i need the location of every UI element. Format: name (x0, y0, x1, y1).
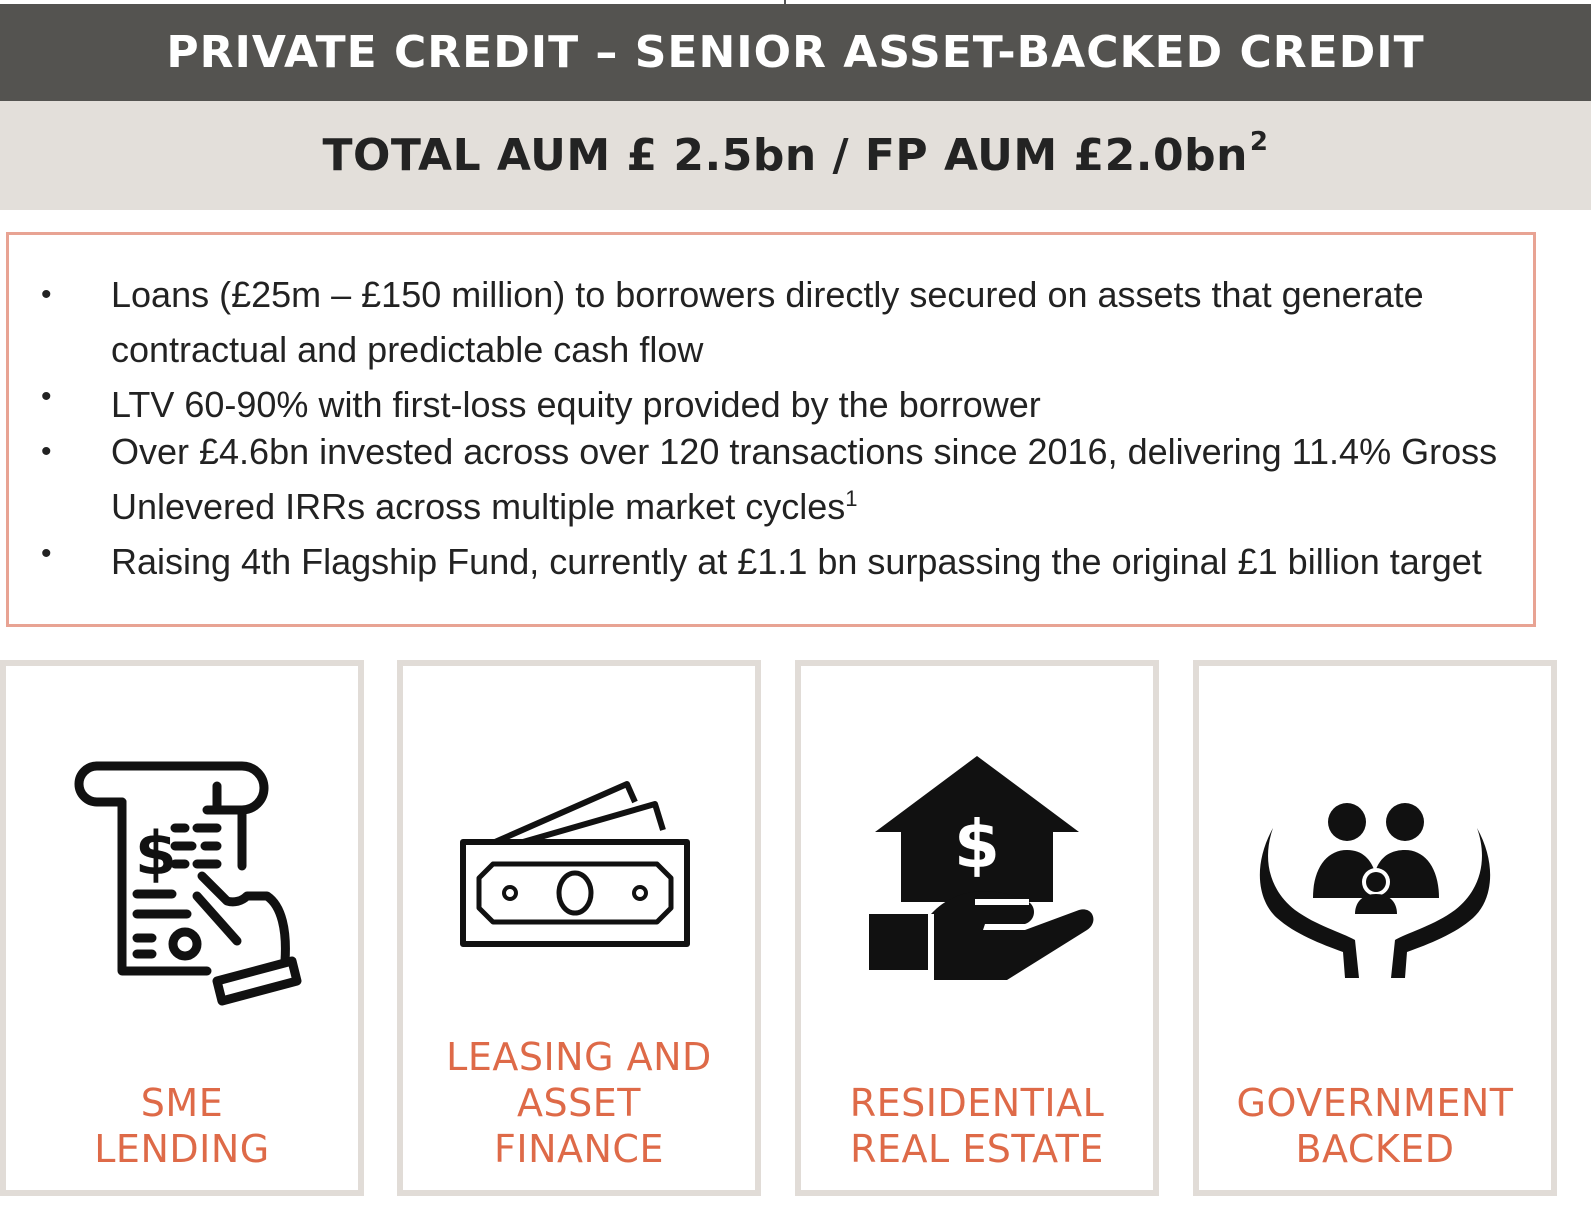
page-title: PRIVATE CREDIT – SENIOR ASSET-BACKED CREDIT (166, 27, 1425, 78)
card-label-line: BACKED (1295, 1127, 1455, 1171)
key-points-list (41, 271, 1501, 585)
card-leasing-asset-finance (397, 660, 761, 1196)
card-label-line: SME (140, 1081, 224, 1125)
list-item (41, 271, 1501, 373)
card-label (6, 1080, 358, 1172)
aum-summary (322, 127, 1269, 181)
card-label-line: REAL ESTATE (850, 1127, 1104, 1171)
bullet-text: Over £4.6bn invested across over 120 transactions since 2016, delivering 11.4% Gross Unlevered IRRs across multiple market cycles (111, 431, 1498, 527)
card-label-line: LEASING AND (446, 1035, 712, 1079)
card-label-line: RESIDENTIAL (849, 1081, 1105, 1125)
house-dollar-hand-icon (801, 752, 1153, 982)
bullet-text: Loans (£25m – £150 million) to borrowers directly secured on assets that generate contractual and predictable cash flow (111, 274, 1424, 370)
card-label-line: FINANCE (494, 1127, 664, 1171)
card-label-line: ASSET (517, 1081, 641, 1125)
bullet-marker: • (41, 435, 52, 468)
card-label (403, 1034, 755, 1172)
card-residential-real-estate (795, 660, 1159, 1196)
aum-banner (0, 101, 1591, 210)
bullet-text: Raising 4th Flagship Fund, currently at £1.1 bn surpassing the original £1 billion target (111, 541, 1482, 582)
loan-document-icon (6, 756, 358, 1016)
list-item (41, 530, 1501, 585)
family-hands-icon (1199, 802, 1551, 982)
card-sme-lending (0, 660, 364, 1196)
list-item (41, 428, 1501, 530)
header-bar (0, 4, 1591, 101)
bullet-marker: • (41, 278, 52, 311)
bullet-marker: • (41, 537, 52, 570)
bullet-footnote: 1 (845, 486, 858, 511)
card-label (801, 1080, 1153, 1172)
card-label-line: GOVERNMENT (1236, 1081, 1514, 1125)
bullet-marker: • (41, 380, 52, 413)
card-label-line: LENDING (94, 1127, 270, 1171)
card-label (1199, 1080, 1551, 1172)
banknotes-icon (403, 776, 755, 956)
card-government-backed (1193, 660, 1557, 1196)
key-points-box (6, 232, 1536, 627)
svg-text:$: $ (954, 806, 1000, 883)
bullet-text: LTV 60-90% with first-loss equity provided by the borrower (111, 384, 1041, 425)
aum-text: TOTAL AUM £ 2.5bn / FP AUM £2.0bn (322, 130, 1248, 181)
aum-footnote-marker: 2 (1249, 127, 1269, 158)
svg-text:$: $ (135, 819, 177, 889)
list-item (41, 373, 1501, 428)
